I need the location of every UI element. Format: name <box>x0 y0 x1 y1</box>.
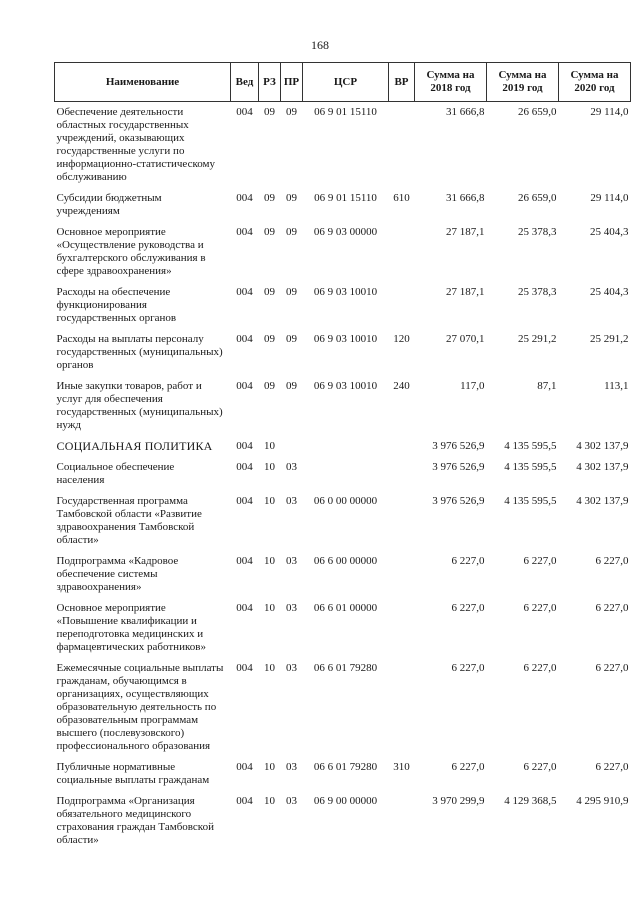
cell-name: Ежемесячные социальные выплаты гражданам, обучающимся в организациях, осуществляющих образовательную деятельность по образовательным программам высшего (послевузовского) профессионального образования <box>56 662 224 752</box>
table-row <box>55 757 631 791</box>
cell-name: Основное мероприятие «Осуществление руководства и бухгалтерского обслуживания в сфере здравоохранения» <box>56 226 206 277</box>
cell-sum-2019: 26 659,0 <box>518 192 557 204</box>
cell-sum-2018: 6 227,0 <box>451 662 485 674</box>
cell-vr <box>389 222 415 282</box>
cell-ved: 004 <box>236 795 253 807</box>
cell-vr <box>389 551 415 598</box>
cell-ved: 004 <box>236 106 253 118</box>
table-row <box>55 598 631 658</box>
cell-pr: 03 <box>286 662 297 674</box>
cell-sum-2019: 87,1 <box>537 380 557 392</box>
header-csr: ЦСР <box>303 63 389 102</box>
cell-ved: 004 <box>236 226 253 238</box>
cell-sum-2020: 6 227,0 <box>595 761 629 773</box>
cell-csr: 06 6 00 00000 <box>313 555 378 567</box>
cell-rz: 10 <box>264 795 275 807</box>
cell-vr <box>389 457 415 491</box>
cell-rz: 09 <box>264 333 275 345</box>
cell-csr: 06 6 01 00000 <box>313 602 378 614</box>
table-row <box>55 376 631 436</box>
cell-sum-2018: 3 976 526,9 <box>432 461 485 473</box>
cell-vr: 610 <box>393 192 410 204</box>
cell-csr: 06 9 03 00000 <box>313 226 378 238</box>
table-row <box>55 102 631 189</box>
cell-vr <box>389 102 415 189</box>
cell-sum-2018: 27 070,1 <box>446 333 485 345</box>
cell-vr: 120 <box>393 333 410 345</box>
cell-ved: 004 <box>236 761 253 773</box>
cell-sum-2019: 25 378,3 <box>518 226 557 238</box>
cell-ved: 004 <box>236 662 253 674</box>
cell-sum-2019: 26 659,0 <box>518 106 557 118</box>
cell-pr: 03 <box>286 602 297 614</box>
cell-ved: 004 <box>236 495 253 507</box>
header-sum-2018: Сумма на 2018 год <box>415 63 487 102</box>
header-name: Наименование <box>55 63 231 102</box>
cell-sum-2020: 29 114,0 <box>590 106 629 118</box>
cell-sum-2019: 4 135 595,5 <box>504 495 557 507</box>
cell-pr: 03 <box>286 461 297 473</box>
cell-vr: 240 <box>393 380 410 392</box>
cell-sum-2020: 25 404,3 <box>590 226 629 238</box>
cell-name: Основное мероприятие «Повышение квалификации и переподготовка медицинских и фармацевтических работников» <box>56 602 206 653</box>
table-row <box>55 282 631 329</box>
header-ved: Вед <box>231 63 259 102</box>
cell-pr: 03 <box>286 495 297 507</box>
cell-sum-2018: 6 227,0 <box>451 602 485 614</box>
cell-rz: 10 <box>264 602 275 614</box>
header-sum-2020: Сумма на 2020 год <box>559 63 631 102</box>
cell-sum-2018: 117,0 <box>460 380 485 392</box>
cell-csr: 06 9 03 10010 <box>313 333 378 345</box>
cell-vr <box>389 436 415 457</box>
cell-sum-2020: 6 227,0 <box>595 662 629 674</box>
cell-sum-2020: 6 227,0 <box>595 602 629 614</box>
cell-vr <box>389 282 415 329</box>
cell-ved: 004 <box>236 192 253 204</box>
cell-pr: 03 <box>286 795 297 807</box>
cell-sum-2019: 25 378,3 <box>518 286 557 298</box>
header-vr: ВР <box>389 63 415 102</box>
table-row <box>55 457 631 491</box>
cell-name: Социальное обеспечение населения <box>56 461 175 486</box>
cell-sum-2018: 27 187,1 <box>446 226 485 238</box>
cell-pr: 09 <box>286 286 297 298</box>
cell-rz: 10 <box>264 495 275 507</box>
cell-sum-2019: 6 227,0 <box>523 662 557 674</box>
cell-csr: 06 9 01 15110 <box>314 106 377 118</box>
cell-vr <box>389 598 415 658</box>
cell-sum-2018: 27 187,1 <box>446 286 485 298</box>
cell-name: Обеспечение деятельности областных государственных учреждений, оказывающих государственные услуги по информационно-статистическому обслуживанию <box>56 106 216 183</box>
cell-sum-2018: 6 227,0 <box>451 555 485 567</box>
cell-vr <box>389 791 415 851</box>
table-row <box>55 791 631 851</box>
cell-pr: 09 <box>286 226 297 238</box>
cell-pr: 09 <box>286 106 297 118</box>
budget-table <box>54 62 631 851</box>
table-row <box>55 188 631 222</box>
cell-sum-2020: 4 295 910,9 <box>576 795 629 807</box>
cell-pr: 03 <box>286 761 297 773</box>
cell-csr: 06 9 00 00000 <box>313 795 378 807</box>
cell-ved: 004 <box>236 286 253 298</box>
cell-rz: 09 <box>264 192 275 204</box>
header-rz: РЗ <box>259 63 281 102</box>
table-row <box>55 658 631 757</box>
cell-pr <box>281 436 303 457</box>
cell-pr: 09 <box>286 333 297 345</box>
cell-sum-2020: 4 302 137,9 <box>576 440 629 452</box>
cell-sum-2018: 3 970 299,9 <box>432 795 485 807</box>
cell-ved: 004 <box>236 602 253 614</box>
cell-sum-2018: 3 976 526,9 <box>432 440 485 452</box>
cell-sum-2019: 6 227,0 <box>523 555 557 567</box>
cell-csr <box>303 436 389 457</box>
cell-rz: 10 <box>264 761 275 773</box>
table-row <box>55 551 631 598</box>
cell-csr: 06 9 03 10010 <box>313 380 378 392</box>
header-sum-2019: Сумма на 2019 год <box>487 63 559 102</box>
cell-rz: 09 <box>264 286 275 298</box>
table-row <box>55 222 631 282</box>
cell-sum-2020: 29 114,0 <box>590 192 629 204</box>
table-row <box>55 491 631 551</box>
cell-pr: 09 <box>286 192 297 204</box>
cell-csr <box>303 457 389 491</box>
table-row <box>55 436 631 457</box>
cell-vr: 310 <box>393 761 410 773</box>
cell-ved: 004 <box>236 555 253 567</box>
cell-sum-2018: 31 666,8 <box>446 192 485 204</box>
cell-name: Государственная программа Тамбовской области «Развитие здравоохранения Тамбовской области» <box>56 495 202 546</box>
cell-sum-2018: 3 976 526,9 <box>432 495 485 507</box>
cell-name: Иные закупки товаров, работ и услуг для обеспечения государственных (муниципальных) нужд <box>56 380 223 431</box>
cell-rz: 09 <box>264 380 275 392</box>
table-row <box>55 329 631 376</box>
cell-vr <box>389 491 415 551</box>
cell-sum-2020: 25 404,3 <box>590 286 629 298</box>
cell-pr: 09 <box>286 380 297 392</box>
page-number: 168 <box>311 38 329 52</box>
cell-name: Расходы на выплаты персоналу государственных (муниципальных) органов <box>56 333 223 371</box>
cell-sum-2019: 6 227,0 <box>523 761 557 773</box>
cell-ved: 004 <box>236 461 253 473</box>
cell-csr: 06 6 01 79280 <box>313 761 378 773</box>
cell-pr: 03 <box>286 555 297 567</box>
cell-name: СОЦИАЛЬНАЯ ПОЛИТИКА <box>56 439 213 453</box>
cell-rz: 10 <box>264 461 275 473</box>
cell-csr: 06 6 01 79280 <box>313 662 378 674</box>
cell-name: Субсидии бюджетным учреждениям <box>56 192 162 217</box>
cell-rz: 10 <box>264 662 275 674</box>
header-pr: ПР <box>281 63 303 102</box>
cell-rz: 10 <box>264 555 275 567</box>
cell-rz: 09 <box>264 226 275 238</box>
cell-name: Расходы на обеспечение функционирования государственных органов <box>56 286 177 324</box>
cell-ved: 004 <box>236 333 253 345</box>
cell-ved: 004 <box>236 380 253 392</box>
table-body <box>55 102 631 852</box>
cell-rz: 09 <box>264 106 275 118</box>
cell-sum-2019: 4 135 595,5 <box>504 440 557 452</box>
cell-name: Подпрограмма «Организация обязательного медицинского страхования граждан Тамбовской области» <box>56 795 214 846</box>
cell-sum-2019: 4 129 368,5 <box>504 795 557 807</box>
cell-sum-2020: 4 302 137,9 <box>576 461 629 473</box>
cell-sum-2018: 31 666,8 <box>446 106 485 118</box>
cell-sum-2020: 113,1 <box>604 380 629 392</box>
cell-sum-2020: 6 227,0 <box>595 555 629 567</box>
cell-csr: 06 9 03 10010 <box>313 286 378 298</box>
cell-sum-2018: 6 227,0 <box>451 761 485 773</box>
cell-sum-2020: 25 291,2 <box>590 333 629 345</box>
cell-sum-2019: 4 135 595,5 <box>504 461 557 473</box>
table-header <box>55 63 631 102</box>
cell-sum-2019: 6 227,0 <box>523 602 557 614</box>
cell-ved: 004 <box>236 440 253 452</box>
cell-csr: 06 9 01 15110 <box>314 192 377 204</box>
cell-name: Подпрограмма «Кадровое обеспечение системы здравоохранения» <box>56 555 179 593</box>
cell-rz: 10 <box>264 440 275 452</box>
cell-sum-2019: 25 291,2 <box>518 333 557 345</box>
cell-csr: 06 0 00 00000 <box>313 495 378 507</box>
cell-name: Публичные нормативные социальные выплаты гражданам <box>56 761 210 786</box>
cell-sum-2020: 4 302 137,9 <box>576 495 629 507</box>
cell-vr <box>389 658 415 757</box>
